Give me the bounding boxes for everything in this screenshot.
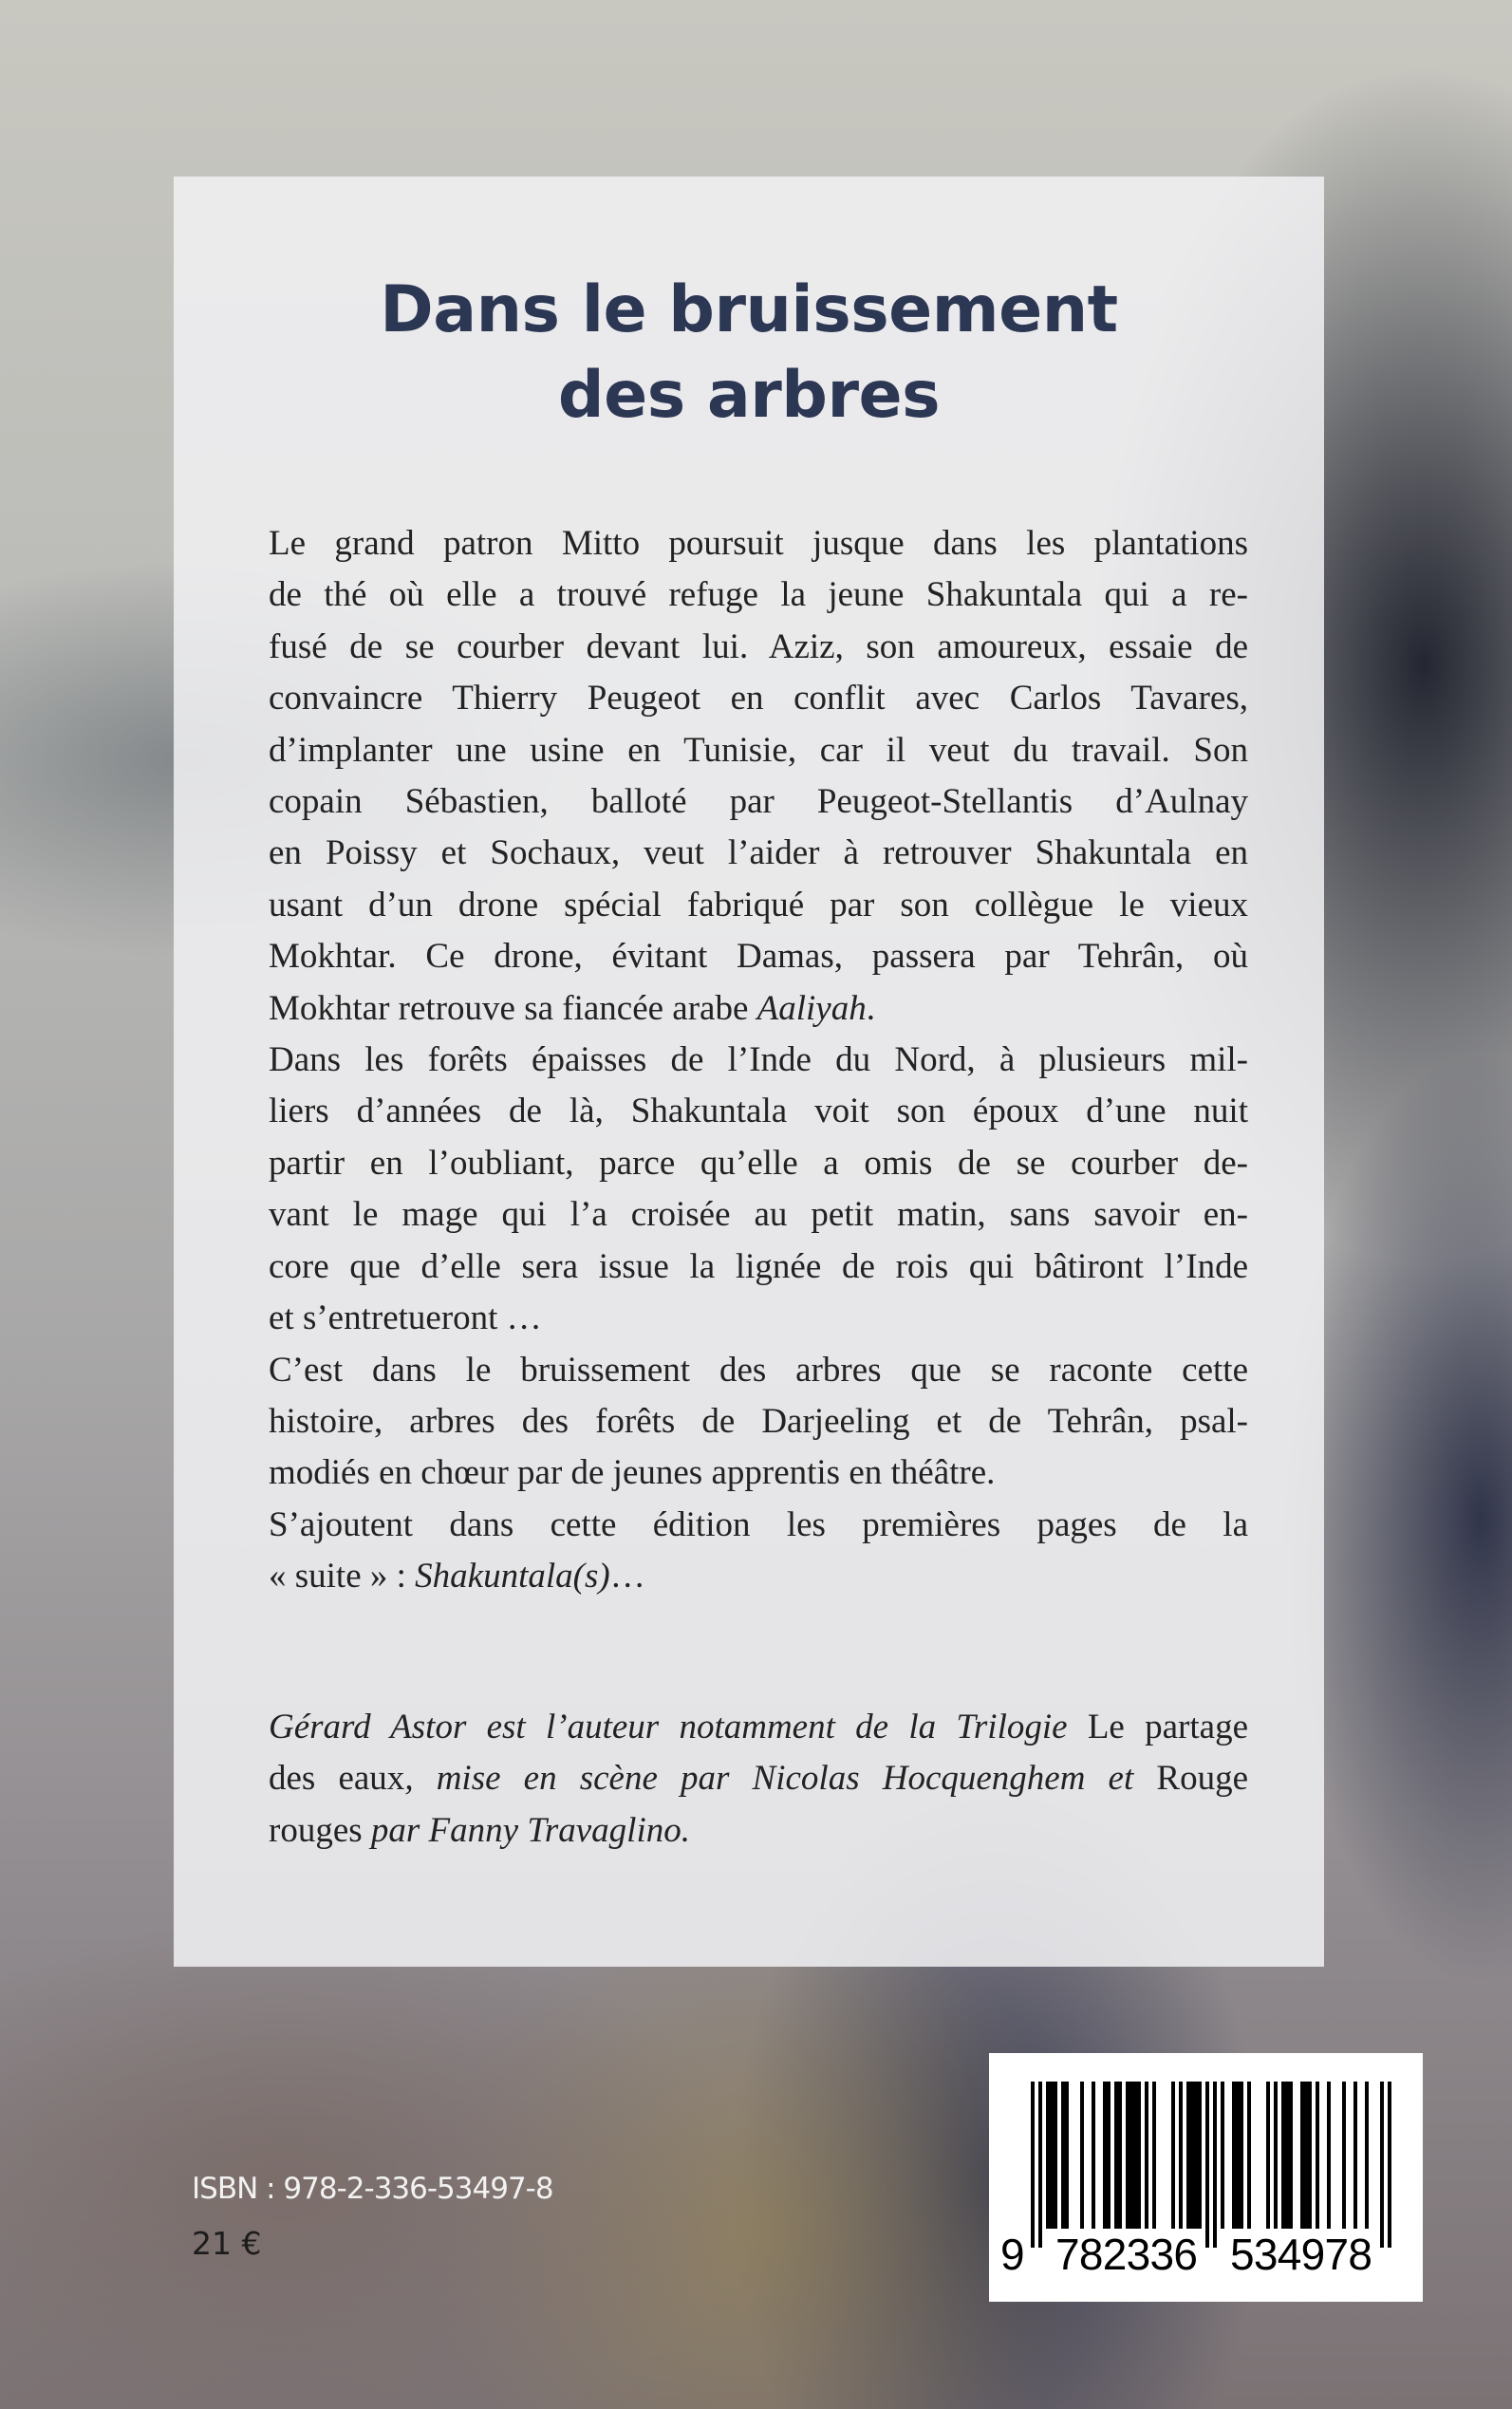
text-line <box>269 1447 1248 1499</box>
barcode-bar <box>1061 2082 1065 2229</box>
barcode <box>989 2053 1423 2302</box>
barcode-bar <box>1353 2082 1357 2229</box>
text-segment: Gérard Astor est l’auteur notamment de la Trilogie <box>269 1708 1068 1746</box>
text-segment: Dans les forêts épaisses de l’Inde du Nord, à plusieurs mil- <box>269 1040 1248 1080</box>
text-segment: S’ajoutent dans cette édition les premières pages de la <box>269 1504 1248 1544</box>
barcode-bar <box>1327 2082 1331 2229</box>
text-segment: … <box>609 1557 645 1597</box>
text-segment: Mokhtar. Ce drone, évitant Damas, passera par Tehrân, où <box>269 937 1248 977</box>
text-segment: C’est dans le bruissement des arbres que se raconte cette <box>269 1350 1248 1390</box>
barcode-bar <box>1145 2082 1148 2229</box>
text-segment: « suite » : <box>269 1557 416 1597</box>
author-bio <box>269 1702 1248 1857</box>
text-line <box>269 570 1248 621</box>
price-label: 21 € <box>192 2225 262 2262</box>
text-segment: par Fanny Travaglino. <box>370 1810 690 1850</box>
barcode-bar <box>1304 2082 1308 2229</box>
barcode-bar <box>1316 2082 1319 2229</box>
text-line <box>269 518 1248 570</box>
barcode-bar <box>1054 2082 1057 2229</box>
text-segment: Le partage <box>1067 1708 1248 1746</box>
barcode-bar <box>1050 2082 1054 2229</box>
isbn-label: ISBN : 978-2-336-53497-8 <box>192 2172 553 2206</box>
text-segment: Mokhtar retrouve sa fiancée arabe <box>269 988 757 1028</box>
text-line <box>269 1035 1248 1086</box>
barcode-bar <box>1186 2082 1190 2229</box>
barcode-bar <box>1031 2082 1035 2248</box>
barcode-bar <box>1133 2082 1137 2229</box>
text-line <box>269 1702 1248 1753</box>
barcode-bar <box>1190 2082 1194 2229</box>
barcode-bar <box>1342 2082 1346 2229</box>
text-segment: d’implanter une usine en Tunisie, car il veut du travail. Son <box>269 730 1248 770</box>
text-segment: liers d’années de là, Shakuntala voit son époux d’une nuit <box>269 1092 1248 1131</box>
text-segment: partir en l’oubliant, parce qu’elle a omis de se courber de- <box>269 1143 1248 1183</box>
text-line <box>269 725 1248 776</box>
barcode-bar <box>1137 2082 1141 2229</box>
barcode-bar <box>1118 2082 1122 2229</box>
barcode-bar <box>1107 2082 1111 2229</box>
text-line <box>269 1345 1248 1396</box>
text-line <box>269 622 1248 673</box>
text-segment: des eaux <box>269 1759 405 1799</box>
text-line <box>269 1242 1248 1293</box>
text-line <box>269 1293 1248 1344</box>
barcode-bar <box>1289 2082 1293 2229</box>
barcode-bar <box>1198 2082 1202 2229</box>
text-segment: Rouge <box>1133 1759 1248 1799</box>
barcode-bar <box>1152 2082 1156 2229</box>
text-segment: Le grand patron Mitto poursuit jusque dans les plantations <box>269 524 1248 563</box>
barcode-bar <box>1038 2082 1042 2248</box>
text-segment: copain Sébastien, balloté par Peugeot-Stellantis d’Aulnay <box>269 782 1248 822</box>
text-segment: en Poissy et Sochaux, veut l’aider à retrouver Shakuntala en <box>269 833 1248 873</box>
barcode-bar <box>1046 2082 1050 2229</box>
text-segment: convaincre Thierry Peugeot en conflit avec Carlos Tavares, <box>269 679 1248 719</box>
barcode-bars <box>989 2053 1423 2302</box>
barcode-bar <box>1281 2082 1285 2229</box>
barcode-digits: 534978 <box>1230 2230 1372 2279</box>
barcode-bar <box>1285 2082 1289 2229</box>
barcode-bar <box>1247 2082 1251 2229</box>
barcode-bar <box>1179 2082 1183 2229</box>
barcode-bar <box>1065 2082 1069 2229</box>
text-segment: Shakuntala(s) <box>415 1557 610 1597</box>
barcode-bar <box>1308 2082 1312 2229</box>
text-segment: usant d’un drone spécial fabriqué par son collègue le vieux <box>269 885 1248 924</box>
barcode-bar <box>1171 2082 1175 2229</box>
text-segment: et s’entretueront … <box>269 1298 542 1338</box>
text-segment: , mise en scène par Nicolas Hocquenghem et <box>404 1759 1134 1799</box>
barcode-bar <box>1221 2082 1224 2229</box>
title-line-1: Dans le bruissement <box>380 272 1118 347</box>
barcode-bar <box>1213 2082 1217 2248</box>
barcode-bar <box>1194 2082 1198 2229</box>
text-line <box>269 1189 1248 1241</box>
text-line <box>269 1753 1248 1804</box>
text-segment: . <box>866 988 875 1028</box>
text-line <box>269 931 1248 982</box>
text-line <box>269 1138 1248 1189</box>
barcode-bar <box>1114 2082 1118 2229</box>
barcode-bar <box>1092 2082 1095 2229</box>
text-segment: rouges <box>269 1810 371 1850</box>
text-line <box>269 673 1248 724</box>
barcode-bar <box>1236 2082 1240 2229</box>
barcode-bar <box>1388 2082 1391 2248</box>
barcode-digits: 782336 <box>1055 2230 1198 2279</box>
book-title <box>174 268 1324 439</box>
text-line <box>269 880 1248 931</box>
barcode-bar <box>1274 2082 1278 2229</box>
barcode-bar <box>1380 2082 1384 2248</box>
barcode-bar <box>1080 2082 1084 2229</box>
text-line <box>269 828 1248 879</box>
text-line <box>269 1396 1248 1447</box>
barcode-bar <box>1205 2082 1209 2248</box>
text-line <box>269 983 1248 1035</box>
barcode-bar <box>1129 2082 1133 2229</box>
text-line <box>269 1086 1248 1137</box>
barcode-bar <box>1365 2082 1369 2229</box>
text-segment: vant le mage qui l’a croisée au petit matin, sans savoir en- <box>269 1195 1248 1235</box>
text-line <box>269 1500 1248 1551</box>
barcode-bar <box>1240 2082 1243 2229</box>
title-line-2: des arbres <box>557 358 941 433</box>
text-segment: Aaliyah <box>756 988 867 1028</box>
text-segment: de thé où elle a trouvé refuge la jeune Shakuntala qui a re- <box>269 575 1248 615</box>
text-line <box>269 1551 1248 1602</box>
barcode-bar <box>1232 2082 1236 2229</box>
text-line <box>269 776 1248 828</box>
text-segment: modiés en chœur par de jeunes apprentis en théâtre. <box>269 1453 996 1493</box>
barcode-bar <box>1103 2082 1107 2229</box>
text-segment: fusé de se courber devant lui. Aziz, son amoureux, essaie de <box>269 626 1248 666</box>
barcode-bar <box>1126 2082 1129 2229</box>
barcode-bar <box>1266 2082 1270 2229</box>
barcode-bar <box>1300 2082 1304 2229</box>
text-segment: histoire, arbres des forêts de Darjeeling et de Tehrân, psal- <box>269 1401 1248 1441</box>
text-segment: core que d’elle sera issue la lignée de rois qui bâtiront l’Inde <box>269 1246 1248 1286</box>
barcode-digits: 9 <box>1000 2230 1025 2279</box>
blurb-text <box>269 518 1248 1603</box>
text-line <box>269 1805 1248 1857</box>
